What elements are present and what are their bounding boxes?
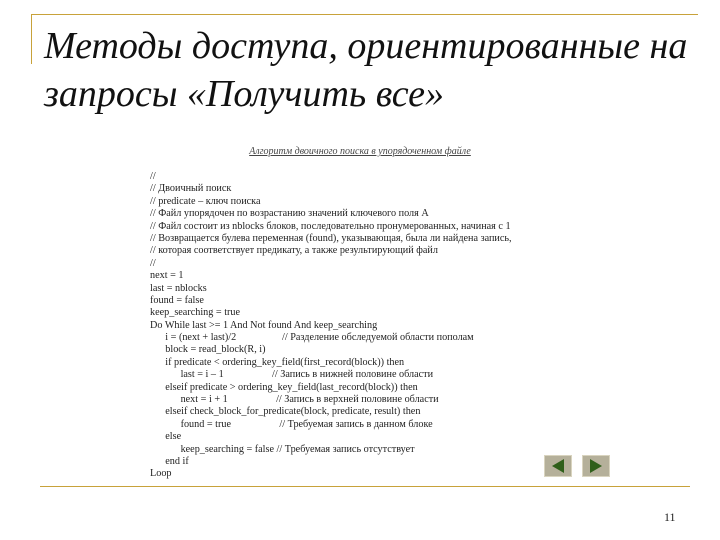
code-line: // Возвращается булева переменная (found), указывающая, была ли найдена запись, <box>150 232 512 244</box>
slide-title-line-2: запросы «Получить все» <box>44 73 444 115</box>
next-slide-button[interactable] <box>582 455 610 477</box>
frame-line-top <box>31 14 698 15</box>
code-line: next = 1 <box>150 270 184 282</box>
figure-caption: Алгоритм двоичного поиска в упорядоченном файле <box>249 146 471 157</box>
code-line: found = true // Требуемая запись в данном блоке <box>150 418 433 430</box>
code-line: // predicate – ключ поиска <box>150 195 261 207</box>
code-line: end if <box>150 455 189 467</box>
code-line: last = nblocks <box>150 282 207 294</box>
frame-line-bottom <box>40 486 690 487</box>
code-line: next = i + 1 // Запись в верхней половине области <box>150 394 439 406</box>
code-line: elseif predicate > ordering_key_field(last_record(block)) then <box>150 381 418 393</box>
code-line: if predicate < ordering_key_field(first_record(block)) then <box>150 356 405 368</box>
code-line: // Двоичный поиск <box>150 183 232 195</box>
code-line: Do While last >= 1 And Not found And keep_searching <box>150 319 378 331</box>
code-line: keep_searching = false // Требуемая запись отсутствует <box>150 443 415 455</box>
code-line: // Файл упорядочен по возрастанию значений ключевого поля A <box>150 208 429 220</box>
code-line: else <box>150 431 182 443</box>
page-number: 11 <box>664 510 676 524</box>
code-line: // <box>150 171 156 182</box>
slide-title <box>44 22 712 118</box>
frame-line-left <box>31 14 32 64</box>
code-line: // Файл состоит из nblocks блоков, последовательно пронумерованных, начиная с 1 <box>150 220 511 232</box>
triangle-left-icon <box>545 456 571 476</box>
code-line: Loop <box>150 468 172 480</box>
previous-slide-button[interactable] <box>544 455 572 477</box>
code-block <box>150 171 570 481</box>
code-figure <box>150 146 570 481</box>
slide-title-line-1: Методы доступа, ориентированные на <box>44 25 688 67</box>
code-line: keep_searching = true <box>150 307 241 319</box>
triangle-right-icon <box>583 456 609 476</box>
code-line: // <box>150 257 156 269</box>
code-line: last = i – 1 // Запись в нижней половине области <box>150 369 434 381</box>
code-line: i = (next + last)/2 // Разделение обследуемой области пополам <box>150 332 474 344</box>
code-line: found = false <box>150 294 204 306</box>
code-line: // которая соответствует предикату, а также результирующий файл <box>150 245 438 257</box>
code-line: block = read_block(R, i) <box>150 344 266 356</box>
code-line: elseif check_block_for_predicate(block, predicate, result) then <box>150 406 421 418</box>
